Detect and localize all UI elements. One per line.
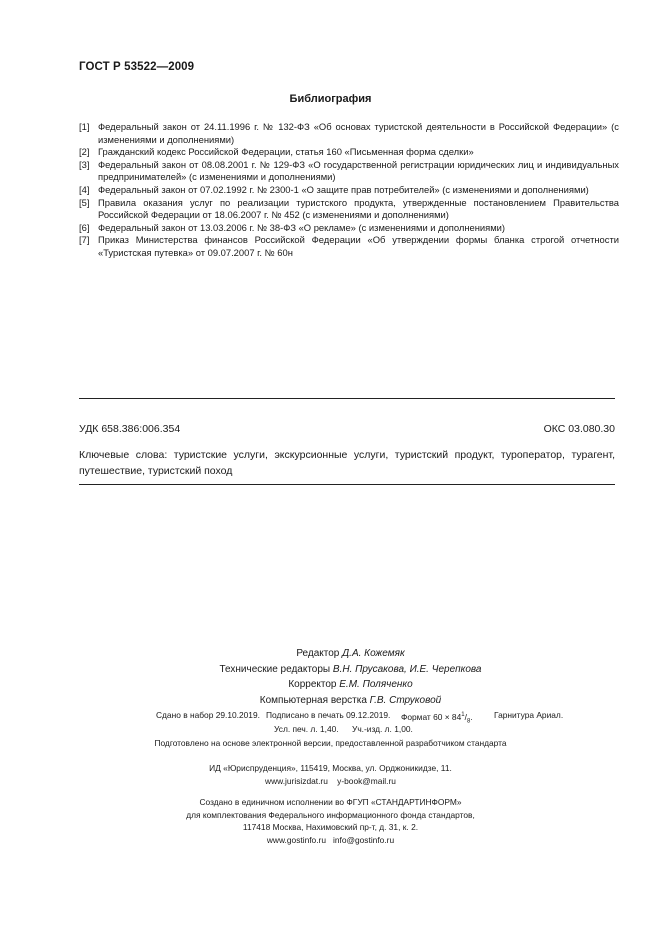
- credit-tech-editors: Технические редакторы В.Н. Прусакова, И.Е. Черепкова: [219, 663, 482, 675]
- credit-layout: Компьютерная верстка Г.В. Струковой: [259, 694, 442, 706]
- item-text: Правила оказания услуг по реализации туристского продукта, утвержденные постановлением Правительства Российской Федерации от 18.06.2007 г. № 452 (с изменениями и дополнениями): [98, 196, 619, 221]
- bibliography-item: [79, 184, 619, 197]
- submitted-date: Сдано в набор 29.10.2019.: [156, 710, 260, 720]
- publisher-block: [0, 762, 661, 787]
- item-number: [7]: [79, 234, 90, 246]
- divider-top: [79, 398, 615, 399]
- bibliography-item: [79, 197, 619, 222]
- item-text: Гражданский кодекс Российской Федерации, статья 160 «Письменная форма сделки»: [98, 146, 474, 158]
- item-text: Федеральный закон от 07.02.1992 г. № 2300-1 «О защите прав потребителей» (с изменениями и дополнениями): [98, 183, 589, 195]
- item-number: [6]: [79, 221, 90, 233]
- typeface: Гарнитура Ариал.: [494, 710, 564, 720]
- keywords: Ключевые слова: туристские услуги, экскурсионные услуги, туристский продукт, туроператор, турагент, путешествие, туристский поход: [79, 449, 615, 477]
- udk-code: УДК 658.386:006.354: [79, 423, 181, 435]
- item-number: [3]: [79, 158, 90, 170]
- producer-line-2: для комплектования Федерального информационного фонда стандартов,: [186, 809, 475, 820]
- bibliography-list: [79, 121, 619, 260]
- print-sheets: Усл. печ. л. 1,40.: [274, 724, 339, 734]
- bibliography-title: Библиография: [289, 93, 372, 105]
- publisher-site: www.jurisizdat.ru: [265, 775, 328, 786]
- producer-address: 117418 Москва, Нахимовский пр-т, д. 31, к. 2.: [242, 822, 419, 832]
- publisher-contacts: [0, 775, 661, 788]
- producer-block: [0, 796, 661, 846]
- item-text: Федеральный закон от 08.08.2001 г. № 129-ФЗ «О государственной регистрации юридических лиц и индивидуальных предпринимателей» (с изменениями и дополнениями): [98, 158, 619, 183]
- bibliography-item: [79, 159, 619, 184]
- bibliography-item: [79, 222, 619, 235]
- paper-format: Формат $60 \times 84^1/_8$.: [401, 711, 473, 725]
- standard-designation: ГОСТ Р 53522—2009: [79, 61, 195, 73]
- item-number: [2]: [79, 146, 90, 158]
- bibliography-item: [79, 121, 619, 146]
- bibliography-item: [79, 146, 619, 159]
- item-text: Федеральный закон от 13.03.2006 г. № 38-ФЗ «О рекламе» (с изменениями и дополнениями): [98, 221, 506, 233]
- producer-contacts: [0, 834, 661, 847]
- divider-bottom: [79, 484, 615, 485]
- credit-editor: Редактор Д.А. Кожемяк: [296, 648, 405, 659]
- producer-email: info@gostinfo.ru: [332, 834, 395, 845]
- item-number: [1]: [79, 121, 90, 132]
- oks-code: ОКС 03.080.30: [543, 423, 615, 435]
- producer-line-1: Создано в единичном исполнении во ФГУП «СТАНДАРТИНФОРМ»: [199, 797, 462, 807]
- item-number: [4]: [79, 183, 90, 195]
- signed-date: Подписано в печать 09.12.2019.: [266, 710, 391, 720]
- credit-corrector: Корректор Е.М. Поляченко: [288, 679, 413, 690]
- publisher-address: ИД «Юриспруденция», 115419, Москва, ул. Орджоникидзе, 11.: [209, 763, 452, 773]
- item-text: Федеральный закон от 24.11.1996 г. № 132-ФЗ «Об основах туристской деятельности в Российской Федерации» (с изменениями и дополнениями): [98, 121, 619, 145]
- bibliography-item: [79, 234, 619, 259]
- item-number: [5]: [79, 196, 90, 208]
- publisher-email: y-book@mail.ru: [337, 775, 396, 786]
- prepared-note: Подготовлено на основе электронной версии, предоставленной разработчиком стандарта: [154, 738, 507, 748]
- credits-block: [0, 646, 661, 708]
- producer-site: www.gostinfo.ru: [266, 834, 326, 845]
- item-text: Приказ Министерства финансов Российской Федерации «Об утверждении формы бланка строгой отчетности «Туристская путевка» от 09.07.2007 г. № 60н: [98, 234, 619, 258]
- publisher-sheets: Уч.-изд. л. 1,00.: [352, 724, 413, 734]
